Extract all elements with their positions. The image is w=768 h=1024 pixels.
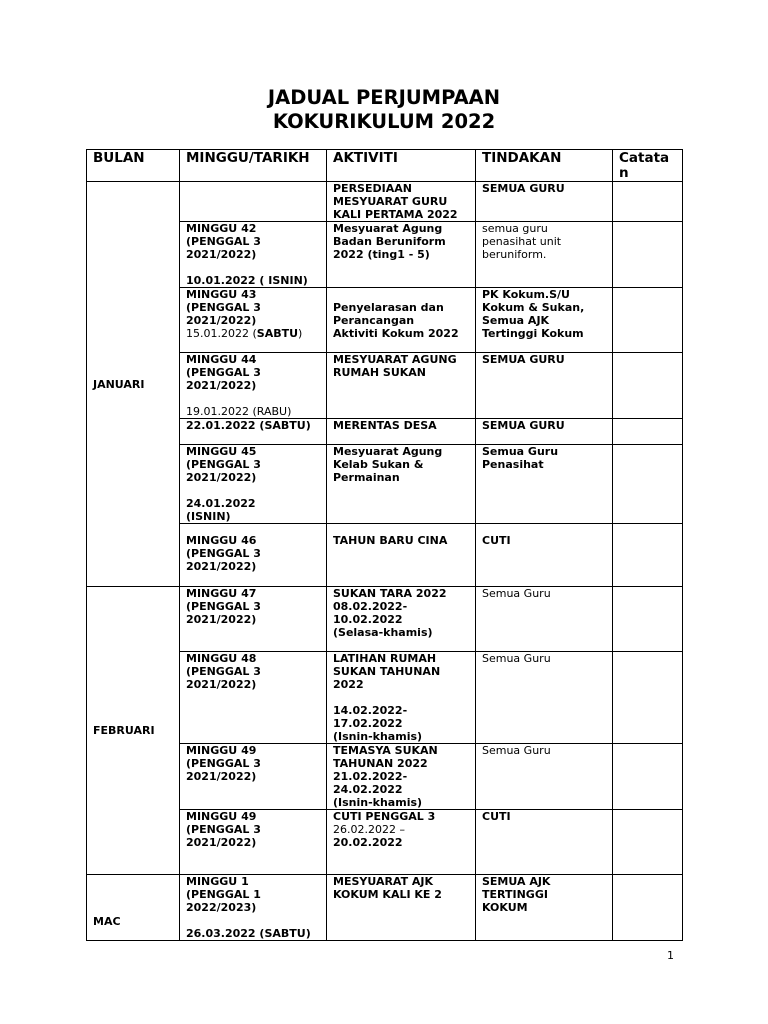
header-tindakan: TINDAKAN <box>476 150 613 182</box>
cell-minggu <box>180 744 327 810</box>
date-text: 15.01.2022 ( <box>186 327 257 340</box>
date-suffix: ) <box>298 327 303 340</box>
cell-aktiviti <box>327 744 476 810</box>
cell-catatan <box>613 353 683 419</box>
text-line: 14.02.2022- <box>333 704 408 717</box>
text-line: SEMUA GURU <box>482 419 565 432</box>
cell-minggu <box>180 810 327 875</box>
text-line: (PENGGAL 3 <box>186 547 261 560</box>
spacer <box>186 914 320 927</box>
cell-catatan <box>613 419 683 445</box>
text-line: Penyelarasan dan <box>333 301 444 314</box>
text-line: (Isnin-khamis) <box>333 730 423 743</box>
cell-minggu <box>180 182 327 222</box>
text-line: KOKUM <box>482 901 528 914</box>
cell-minggu <box>180 288 327 353</box>
text-line: 10.02.2022 <box>333 613 403 626</box>
text-line: PK Kokum.S/U <box>482 288 570 301</box>
text-line: Penasihat <box>482 458 544 471</box>
text-line: 2021/2022) <box>186 379 257 392</box>
cell-tindakan <box>476 445 613 524</box>
text-line: 2021/2022) <box>186 770 257 783</box>
page-number: 1 <box>667 949 674 962</box>
cell-aktiviti <box>327 587 476 652</box>
text-line: 2021/2022) <box>186 836 257 849</box>
text-line: MINGGU 47 <box>186 587 257 600</box>
table-header-row <box>87 150 683 182</box>
text-line: PERSEDIAAN <box>333 182 412 195</box>
text-line: TEMASYA SUKAN <box>333 744 438 757</box>
cell-tindakan <box>476 524 613 587</box>
text-line: (PENGGAL 3 <box>186 665 261 678</box>
text-line: TERTINGGI <box>482 888 548 901</box>
text-line: (PENGGAL 3 <box>186 235 261 248</box>
text-line: beruniform. <box>482 248 547 261</box>
month-januari: JANUARI <box>87 182 180 587</box>
text-line: CUTI PENGGAL 3 <box>333 810 436 823</box>
text-line: 08.02.2022- <box>333 600 408 613</box>
cell-tindakan <box>476 587 613 652</box>
month-mac: MAC <box>87 875 180 941</box>
text-line: Kokum & Sukan, <box>482 301 585 314</box>
text-line: Mesyuarat Agung <box>333 222 443 235</box>
text-line: SUKAN TAHUNAN <box>333 665 441 678</box>
text-line: MINGGU 44 <box>186 353 257 366</box>
text-line: 22.01.2022 (SABTU) <box>186 419 311 432</box>
title-line-1: JADUAL PERJUMPAAN <box>267 86 501 109</box>
spacer <box>186 392 320 405</box>
cell-tindakan <box>476 353 613 419</box>
text-line: (PENGGAL 3 <box>186 301 261 314</box>
text-line: Semua Guru <box>482 445 559 458</box>
cell-tindakan <box>476 419 613 445</box>
cell-minggu <box>180 587 327 652</box>
cell-aktiviti <box>327 353 476 419</box>
header-catatan-line-1: Catata <box>619 150 670 166</box>
text-line: 10.01.2022 ( ISNIN) <box>186 274 308 287</box>
text-line: (ISNIN) <box>186 510 231 523</box>
text-line: MINGGU 45 <box>186 445 257 458</box>
text-line: Badan Beruniform <box>333 235 446 248</box>
header-aktiviti: AKTIVITI <box>327 150 476 182</box>
text-line: (PENGGAL 3 <box>186 458 261 471</box>
text-line: Kelab Sukan & <box>333 458 424 471</box>
cell-tindakan <box>476 875 613 941</box>
text-line: MINGGU 46 <box>186 534 257 547</box>
day-text: SABTU <box>256 327 299 340</box>
spacer <box>333 288 469 301</box>
text-line: 24.01.2022 <box>186 497 256 510</box>
text-line: 2022 (ting1 - 5) <box>333 248 430 261</box>
text-line: Semua AJK <box>482 314 550 327</box>
text-line: penasihat unit <box>482 235 562 248</box>
text-line: semua guru <box>482 222 548 235</box>
cell-catatan <box>613 288 683 353</box>
header-catatan <box>613 150 683 182</box>
text-line: (PENGGAL 1 <box>186 888 261 901</box>
text-line: Tertinggi Kokum <box>482 327 584 340</box>
cell-aktiviti <box>327 445 476 524</box>
text-line: Mesyuarat Agung <box>333 445 443 458</box>
spacer <box>186 484 320 497</box>
text-line: (PENGGAL 3 <box>186 757 261 770</box>
text-line: MINGGU 42 <box>186 222 257 235</box>
text-line: 26.02.2022 – <box>333 823 405 836</box>
text-line: (PENGGAL 3 <box>186 366 261 379</box>
text-line: 2021/2022) <box>186 248 257 261</box>
table-row <box>87 587 683 652</box>
cell-aktiviti <box>327 182 476 222</box>
cell-catatan <box>613 222 683 288</box>
cell-minggu <box>180 445 327 524</box>
header-catatan-line-2: n <box>619 165 629 181</box>
text-line: MINGGU 48 <box>186 652 257 665</box>
table-row <box>87 875 683 941</box>
cell-minggu <box>180 419 327 445</box>
cell-tindakan <box>476 744 613 810</box>
text-line: 21.02.2022- <box>333 770 408 783</box>
cell-tindakan <box>476 222 613 288</box>
cell-aktiviti <box>327 875 476 941</box>
cell-catatan <box>613 445 683 524</box>
text-line: SEMUA GURU <box>482 182 565 195</box>
title-line-2: KOKURIKULUM 2022 <box>272 110 496 133</box>
text-line: Aktiviti Kokum 2022 <box>333 327 459 340</box>
cell-aktiviti <box>327 810 476 875</box>
text-line: MINGGU 1 <box>186 875 249 888</box>
cell-catatan <box>613 744 683 810</box>
text-line: MINGGU 49 <box>186 744 257 757</box>
cell-catatan <box>613 524 683 587</box>
month-februari: FEBRUARI <box>87 587 180 875</box>
text-line: MERENTAS DESA <box>333 419 437 432</box>
text-line: (Isnin-khamis) <box>333 796 423 809</box>
cell-aktiviti <box>327 288 476 353</box>
cell-minggu <box>180 524 327 587</box>
text-line: MINGGU 43 <box>186 288 257 301</box>
text-line: 24.02.2022 <box>333 783 403 796</box>
text-line: 2021/2022) <box>186 314 257 327</box>
cell-minggu <box>180 652 327 744</box>
text-line: Semua Guru <box>482 652 551 665</box>
text-line: 17.02.2022 <box>333 717 403 730</box>
schedule-table <box>86 149 683 941</box>
text-line: LATIHAN RUMAH <box>333 652 437 665</box>
text-line: 19.01.2022 (RABU) <box>186 405 292 418</box>
header-minggu-tarikh: MINGGU/TARIKH <box>180 150 327 182</box>
text-line: CUTI <box>482 534 511 547</box>
text-line: MESYUARAT GURU <box>333 195 448 208</box>
cell-tindakan <box>476 652 613 744</box>
text-line: SUKAN TARA 2022 <box>333 587 447 600</box>
cell-catatan <box>613 182 683 222</box>
text-line: MESYUARAT AGUNG <box>333 353 457 366</box>
cell-minggu <box>180 875 327 941</box>
cell-minggu <box>180 222 327 288</box>
text-line: (PENGGAL 3 <box>186 600 261 613</box>
date-line <box>186 327 320 340</box>
document-title <box>0 86 768 134</box>
text-line: SEMUA GURU <box>482 353 565 366</box>
cell-aktiviti <box>327 222 476 288</box>
text-line: 2022/2023) <box>186 901 257 914</box>
text-line: 2021/2022) <box>186 471 257 484</box>
text-line: 2021/2022) <box>186 678 257 691</box>
header-bulan: BULAN <box>87 150 180 182</box>
cell-tindakan <box>476 288 613 353</box>
spacer <box>186 261 320 274</box>
text-line: KALI PERTAMA 2022 <box>333 208 458 221</box>
cell-aktiviti <box>327 524 476 587</box>
text-line: TAHUNAN 2022 <box>333 757 428 770</box>
text-line: 2022 <box>333 678 364 691</box>
cell-catatan <box>613 652 683 744</box>
text-line: Permainan <box>333 471 400 484</box>
cell-aktiviti <box>327 419 476 445</box>
table-row <box>87 182 683 222</box>
cell-tindakan <box>476 182 613 222</box>
cell-tindakan <box>476 810 613 875</box>
cell-catatan <box>613 875 683 941</box>
text-line: 2021/2022) <box>186 613 257 626</box>
text-line: Perancangan <box>333 314 415 327</box>
text-line: (Selasa-khamis) <box>333 626 433 639</box>
text-line: 2021/2022) <box>186 560 257 573</box>
text-line: RUMAH SUKAN <box>333 366 426 379</box>
text-line: MESYUARAT AJK <box>333 875 434 888</box>
text-line: Semua Guru <box>482 744 551 757</box>
cell-minggu <box>180 353 327 419</box>
text-line: 26.03.2022 (SABTU) <box>186 927 311 940</box>
text-line: Semua Guru <box>482 587 551 600</box>
text-line: MINGGU 49 <box>186 810 257 823</box>
text-line: CUTI <box>482 810 511 823</box>
cell-aktiviti <box>327 652 476 744</box>
cell-catatan <box>613 587 683 652</box>
text-line: (PENGGAL 3 <box>186 823 261 836</box>
spacer <box>333 691 469 704</box>
cell-catatan <box>613 810 683 875</box>
text-line: TAHUN BARU CINA <box>333 534 448 547</box>
text-line: KOKUM KALI KE 2 <box>333 888 442 901</box>
text-line: 20.02.2022 <box>333 836 403 849</box>
text-line: SEMUA AJK <box>482 875 551 888</box>
